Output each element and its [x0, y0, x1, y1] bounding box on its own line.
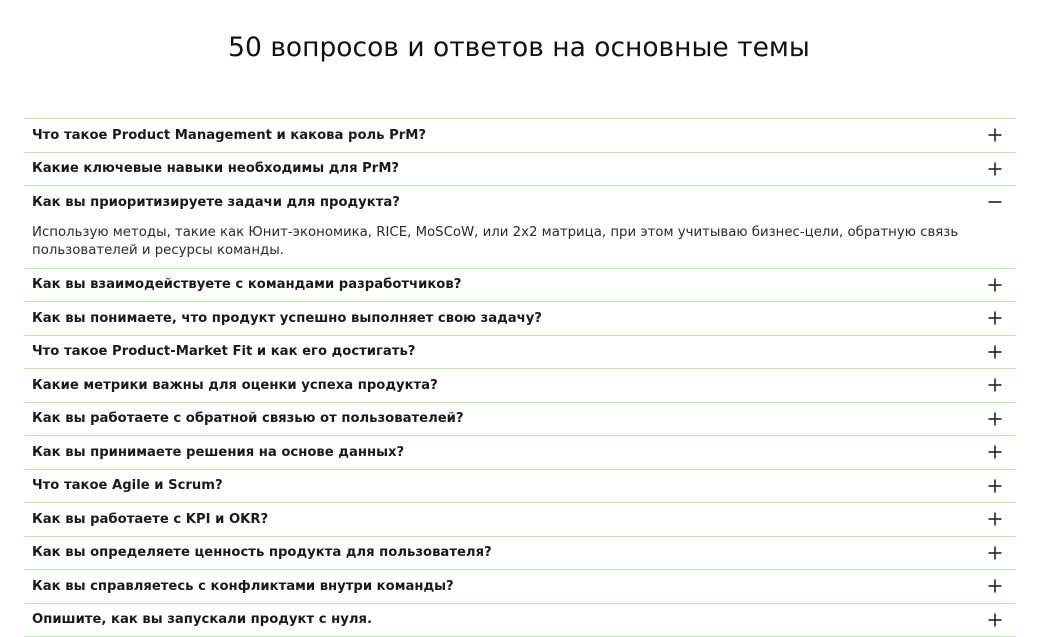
faq-item — [24, 436, 1016, 470]
faq-question: Как вы понимаете, что продукт успешно выполняет свою задачу? — [32, 311, 542, 326]
faq-item — [24, 604, 1016, 637]
faq-item — [24, 570, 1016, 604]
faq-item — [24, 403, 1016, 437]
faq-question: Опишите, как вы запускали продукт с нуля. — [32, 612, 372, 627]
faq-question-toggle[interactable] — [24, 336, 1016, 369]
faq-question: Как вы принимаете решения на основе данных? — [32, 445, 404, 460]
faq-accordion — [24, 118, 1016, 637]
plus-icon[interactable] — [988, 345, 1002, 359]
faq-question-toggle[interactable] — [24, 503, 1016, 536]
faq-question: Какие ключевые навыки необходимы для PrM? — [32, 161, 399, 176]
faq-item — [24, 470, 1016, 504]
faq-question: Как вы работаете с обратной связью от пользователей? — [32, 411, 464, 426]
faq-question: Как вы взаимодействуете с командами разработчиков? — [32, 277, 461, 292]
plus-icon[interactable] — [988, 278, 1002, 292]
faq-answer: Использую методы, такие как Юнит-экономика, RICE, MoSCoW, или 2x2 матрица, при этом учитываю бизнес-цели, обратную связь пользователей и ресурсы команды. — [24, 219, 1016, 268]
faq-item — [24, 369, 1016, 403]
faq-question-toggle[interactable] — [24, 119, 1016, 152]
faq-item — [24, 302, 1016, 336]
faq-question-toggle[interactable] — [24, 436, 1016, 469]
faq-question-toggle[interactable] — [24, 403, 1016, 436]
faq-question: Что такое Agile и Scrum? — [32, 478, 223, 493]
faq-item — [24, 537, 1016, 571]
plus-icon[interactable] — [988, 378, 1002, 392]
minus-icon[interactable] — [988, 195, 1002, 209]
faq-question-toggle[interactable] — [24, 369, 1016, 402]
faq-question: Что такое Product Management и какова роль PrM? — [32, 128, 426, 143]
plus-icon[interactable] — [988, 512, 1002, 526]
plus-icon[interactable] — [988, 479, 1002, 493]
faq-question-toggle[interactable] — [24, 186, 1016, 219]
faq-question: Как вы определяете ценность продукта для пользователя? — [32, 545, 492, 560]
plus-icon[interactable] — [988, 412, 1002, 426]
faq-item — [24, 269, 1016, 303]
faq-question-toggle[interactable] — [24, 537, 1016, 570]
faq-question: Какие метрики важны для оценки успеха продукта? — [32, 378, 438, 393]
faq-question-toggle[interactable] — [24, 153, 1016, 186]
faq-item — [24, 336, 1016, 370]
faq-question-toggle[interactable] — [24, 302, 1016, 335]
plus-icon[interactable] — [988, 128, 1002, 142]
plus-icon[interactable] — [988, 579, 1002, 593]
faq-item — [24, 119, 1016, 153]
plus-icon[interactable] — [988, 311, 1002, 325]
faq-question-toggle[interactable] — [24, 570, 1016, 603]
faq-question-toggle[interactable] — [24, 470, 1016, 503]
plus-icon[interactable] — [988, 162, 1002, 176]
faq-question: Как вы работаете с KPI и OKR? — [32, 512, 268, 527]
faq-item — [24, 153, 1016, 187]
faq-item — [24, 186, 1016, 269]
plus-icon[interactable] — [988, 546, 1002, 560]
page-title: 50 вопросов и ответов на основные темы — [0, 28, 1038, 68]
faq-item — [24, 503, 1016, 537]
faq-question: Что такое Product-Market Fit и как его достигать? — [32, 344, 415, 359]
plus-icon[interactable] — [988, 613, 1002, 627]
faq-question-toggle[interactable] — [24, 604, 1016, 637]
faq-question-toggle[interactable] — [24, 269, 1016, 302]
faq-question: Как вы справляетесь с конфликтами внутри команды? — [32, 579, 454, 594]
faq-question: Как вы приоритизируете задачи для продукта? — [32, 195, 400, 210]
plus-icon[interactable] — [988, 445, 1002, 459]
